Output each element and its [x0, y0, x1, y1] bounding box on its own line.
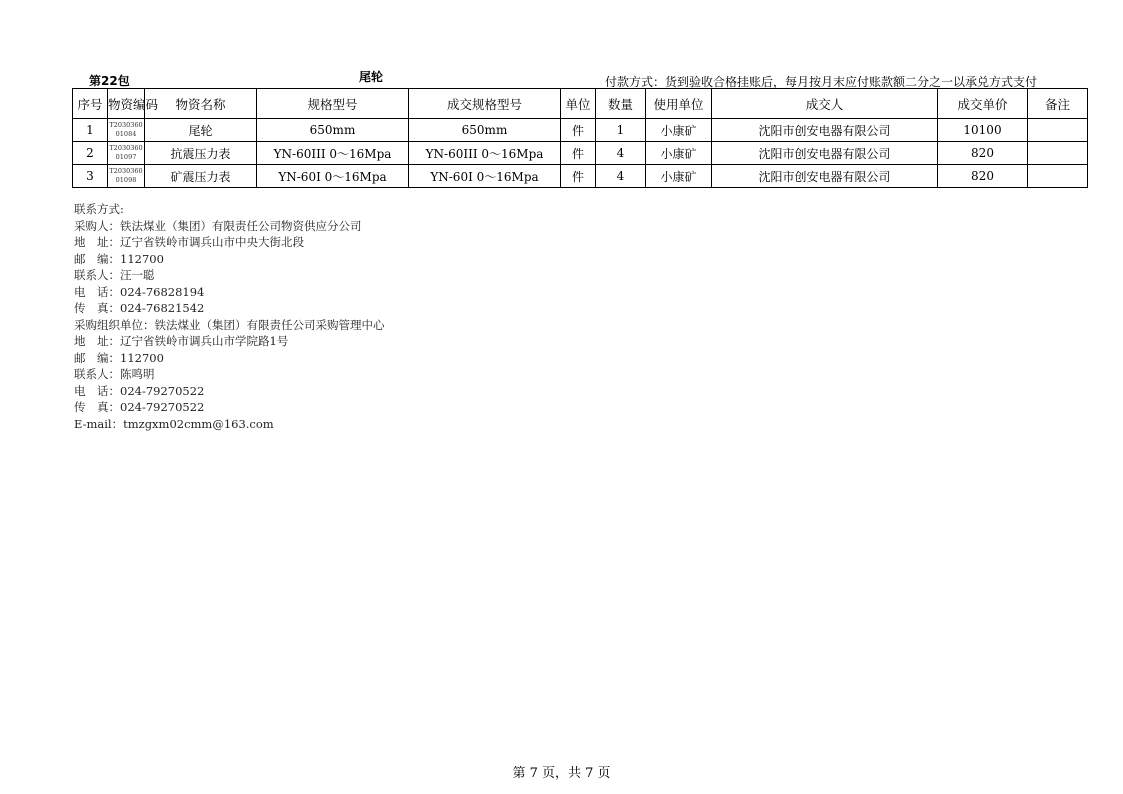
- quantity: 1: [596, 119, 646, 142]
- user-unit: 小康矿: [646, 165, 712, 188]
- table-row: [73, 142, 1088, 165]
- user-unit: 小康矿: [646, 119, 712, 142]
- award-table: [72, 88, 1088, 188]
- purchaser-contact: 联系人：汪一聪: [74, 268, 155, 282]
- organizer-fax: 传 真：024-79270522: [74, 400, 205, 414]
- deal-spec: 650mm: [409, 119, 561, 142]
- spec: YN-60I 0～16Mpa: [257, 165, 409, 188]
- note: [1028, 165, 1088, 188]
- unit: 件: [561, 142, 596, 165]
- user-unit: 小康矿: [646, 142, 712, 165]
- contact-heading: 联系方式:: [74, 202, 124, 216]
- column-header: 序号: [73, 89, 108, 119]
- column-header: 成交规格型号: [409, 89, 561, 119]
- material-code: T2030360 01084: [108, 119, 145, 142]
- unit: 件: [561, 119, 596, 142]
- row-number: 2: [73, 142, 108, 165]
- table-row: [73, 165, 1088, 188]
- column-header: 数量: [596, 89, 646, 119]
- unit-price: 10100: [938, 119, 1028, 142]
- purchaser-postcode: 邮 编：112700: [74, 251, 164, 266]
- column-header: 使用单位: [646, 89, 712, 119]
- column-header: 备注: [1028, 89, 1088, 119]
- organizer-phone: 电 话：024-79270522: [74, 383, 205, 398]
- note: [1028, 119, 1088, 142]
- spec: YN-60III 0～16Mpa: [257, 142, 409, 165]
- unit-price: 820: [938, 165, 1028, 188]
- purchaser-address: 地 址：辽宁省铁岭市调兵山市中央大街北段: [74, 235, 304, 249]
- column-header: 物资名称: [145, 89, 257, 119]
- column-header: 成交单价: [938, 89, 1028, 119]
- page-number: 第 7 页，共 7 页: [512, 766, 611, 781]
- spec: 650mm: [257, 119, 409, 142]
- organizer-postcode: 邮 编：112700: [74, 350, 164, 365]
- unit: 件: [561, 165, 596, 188]
- winner: 沈阳市创安电器有限公司: [712, 142, 938, 165]
- quantity: 4: [596, 165, 646, 188]
- row-number: 3: [73, 165, 108, 188]
- material-code: T2030360 01098: [108, 165, 145, 188]
- payment-terms: 付款方式：货到验收合格挂账后，每月按月末应付账款额二分之一以承兑方式支付: [605, 75, 1038, 89]
- column-header: 规格型号: [257, 89, 409, 119]
- column-header: 成交人: [712, 89, 938, 119]
- winner: 沈阳市创安电器有限公司: [712, 165, 938, 188]
- page-title: 尾轮: [359, 70, 384, 84]
- organizer-email: E-mail：tmzgxm02cmm@163.com: [74, 416, 274, 431]
- organizer: 采购组织单位：铁法煤业（集团）有限责任公司采购管理中心: [74, 317, 385, 332]
- deal-spec: YN-60III 0～16Mpa: [409, 142, 561, 165]
- material-name: 尾轮: [145, 119, 257, 142]
- column-header: 单位: [561, 89, 596, 119]
- contact-info: [74, 201, 385, 432]
- note: [1028, 142, 1088, 165]
- quantity: 4: [596, 142, 646, 165]
- winner: 沈阳市创安电器有限公司: [712, 119, 938, 142]
- material-name: 矿震压力表: [145, 165, 257, 188]
- package-number: 第22包: [89, 74, 130, 88]
- unit-price: 820: [938, 142, 1028, 165]
- material-name: 抗震压力表: [145, 142, 257, 165]
- material-code: T2030360 01097: [108, 142, 145, 165]
- column-header: 物资编码: [108, 89, 145, 119]
- organizer-address: 地 址：辽宁省铁岭市调兵山市学院路1号: [74, 334, 289, 348]
- table-row: [73, 119, 1088, 142]
- table-header-row: [73, 89, 1088, 119]
- purchaser-fax: 传 真：024-76821542: [74, 301, 205, 315]
- purchaser: 采购人：铁法煤业（集团）有限责任公司物资供应分公司: [74, 218, 362, 233]
- purchaser-phone: 电 话：024-76828194: [74, 284, 205, 299]
- organizer-contact: 联系人：陈鸣明: [74, 367, 155, 381]
- deal-spec: YN-60I 0～16Mpa: [409, 165, 561, 188]
- row-number: 1: [73, 119, 108, 142]
